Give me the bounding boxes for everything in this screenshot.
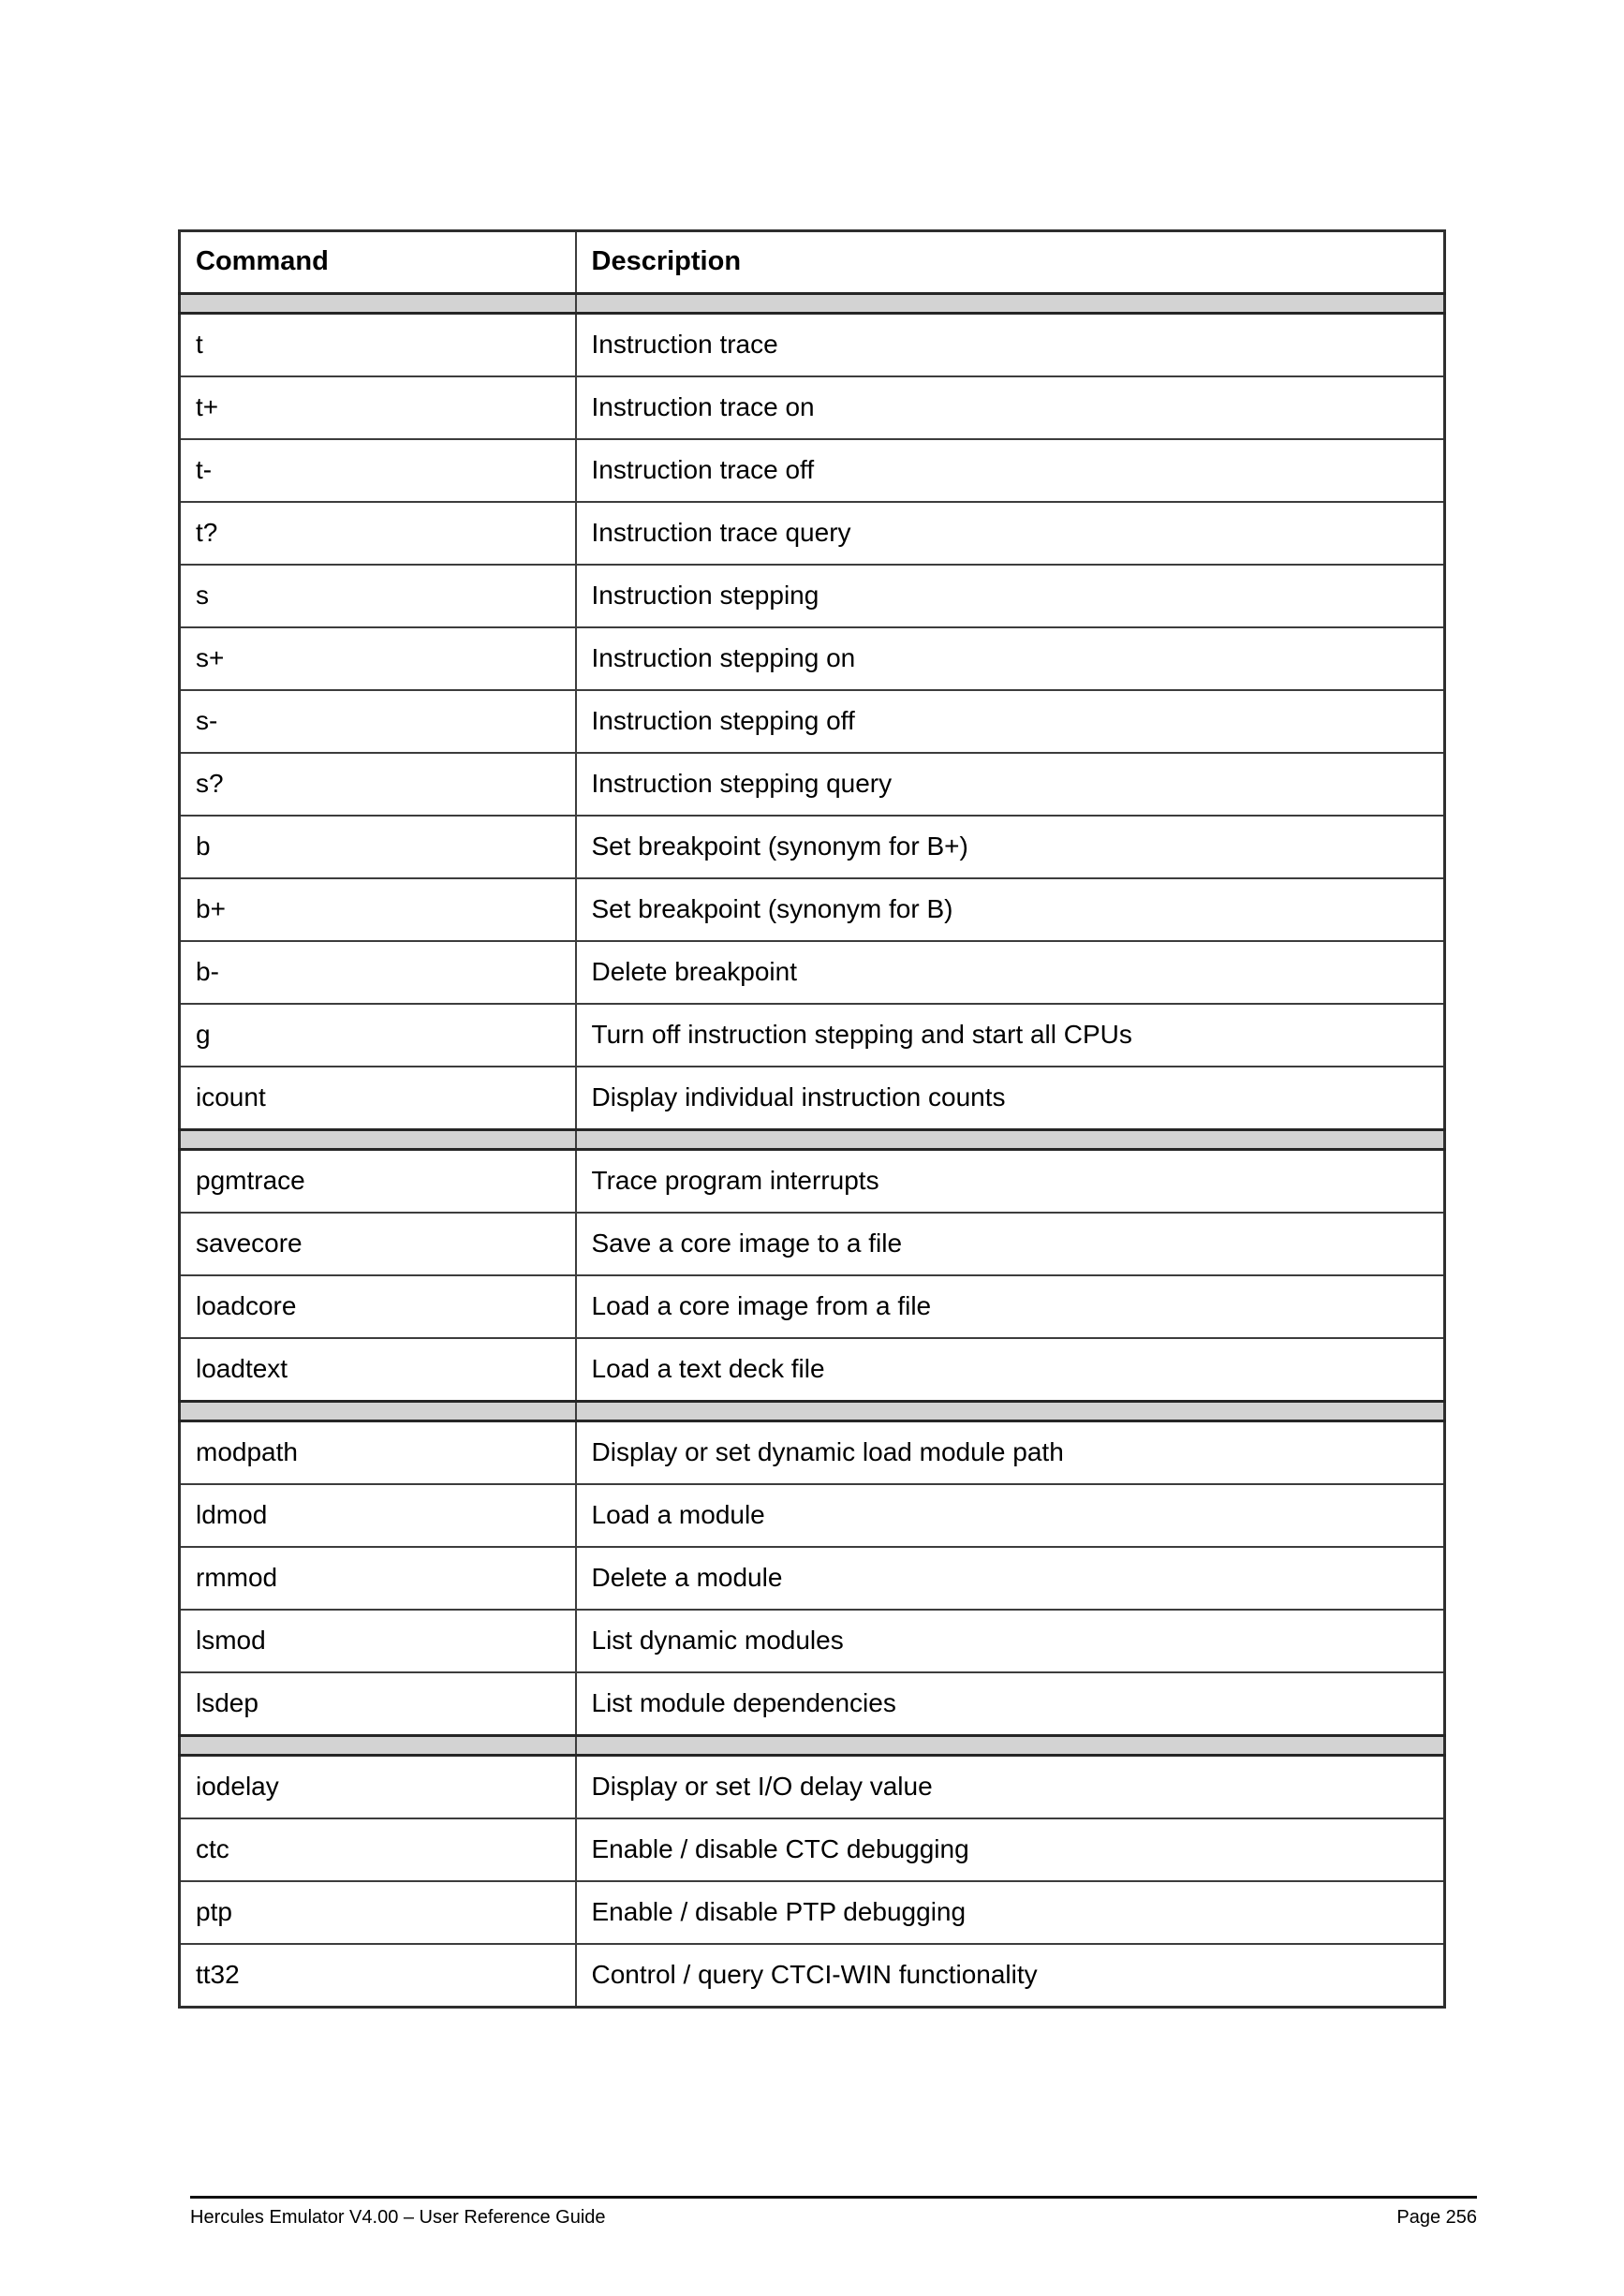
command-cell: t? bbox=[180, 502, 576, 565]
command-cell: tt32 bbox=[180, 1944, 576, 2008]
command-cell: s- bbox=[180, 690, 576, 753]
footer-page-number: Page 256 bbox=[1396, 2207, 1477, 2228]
description-cell: Delete breakpoint bbox=[576, 941, 1445, 1004]
table-row bbox=[180, 878, 1445, 941]
table-row bbox=[180, 1756, 1445, 1819]
description-cell: Delete a module bbox=[576, 1547, 1445, 1610]
description-cell: Enable / disable CTC debugging bbox=[576, 1818, 1445, 1881]
section-separator-row bbox=[180, 1736, 1445, 1756]
table-row bbox=[180, 314, 1445, 377]
table-row bbox=[180, 941, 1445, 1004]
table-row bbox=[180, 816, 1445, 878]
description-cell: Instruction trace query bbox=[576, 502, 1445, 565]
page-footer bbox=[190, 2196, 1477, 2229]
description-cell: Display or set I/O delay value bbox=[576, 1756, 1445, 1819]
description-cell: Instruction trace on bbox=[576, 376, 1445, 439]
section-separator-cell bbox=[576, 1736, 1445, 1756]
description-cell: Save a core image to a file bbox=[576, 1213, 1445, 1275]
table-row bbox=[180, 1067, 1445, 1130]
table-row bbox=[180, 1881, 1445, 1944]
description-cell: Instruction stepping bbox=[576, 565, 1445, 627]
description-cell: Instruction stepping on bbox=[576, 627, 1445, 690]
table-row bbox=[180, 1150, 1445, 1214]
table-row bbox=[180, 565, 1445, 627]
command-cell: iodelay bbox=[180, 1756, 576, 1819]
section-separator-cell bbox=[180, 1402, 576, 1421]
column-header-description: Description bbox=[576, 231, 1445, 294]
description-cell: Instruction stepping off bbox=[576, 690, 1445, 753]
command-cell: b- bbox=[180, 941, 576, 1004]
description-cell: Turn off instruction stepping and start all CPUs bbox=[576, 1004, 1445, 1067]
description-cell: Instruction trace bbox=[576, 314, 1445, 377]
description-cell: Set breakpoint (synonym for B) bbox=[576, 878, 1445, 941]
description-cell: Trace program interrupts bbox=[576, 1150, 1445, 1214]
description-cell: List dynamic modules bbox=[576, 1610, 1445, 1672]
description-cell: Control / query CTCI-WIN functionality bbox=[576, 1944, 1445, 2008]
description-cell: Display individual instruction counts bbox=[576, 1067, 1445, 1130]
command-cell: savecore bbox=[180, 1213, 576, 1275]
table-row bbox=[180, 1672, 1445, 1736]
section-separator-cell bbox=[576, 294, 1445, 314]
table-header-row bbox=[180, 231, 1445, 294]
table-row bbox=[180, 627, 1445, 690]
command-cell: loadcore bbox=[180, 1275, 576, 1338]
command-cell: s+ bbox=[180, 627, 576, 690]
table-row bbox=[180, 1944, 1445, 2008]
command-cell: b+ bbox=[180, 878, 576, 941]
command-reference-table bbox=[178, 229, 1446, 2009]
section-separator-cell bbox=[180, 1130, 576, 1150]
command-cell: t- bbox=[180, 439, 576, 502]
section-separator-row bbox=[180, 294, 1445, 314]
table-row bbox=[180, 753, 1445, 816]
command-cell: lsmod bbox=[180, 1610, 576, 1672]
description-cell: Enable / disable PTP debugging bbox=[576, 1881, 1445, 1944]
command-cell: s? bbox=[180, 753, 576, 816]
description-cell: Load a text deck file bbox=[576, 1338, 1445, 1402]
section-separator-cell bbox=[576, 1130, 1445, 1150]
table-row bbox=[180, 439, 1445, 502]
command-cell: ldmod bbox=[180, 1484, 576, 1547]
command-cell: lsdep bbox=[180, 1672, 576, 1736]
description-cell: Instruction stepping query bbox=[576, 753, 1445, 816]
section-separator-row bbox=[180, 1402, 1445, 1421]
command-cell: loadtext bbox=[180, 1338, 576, 1402]
table-row bbox=[180, 1610, 1445, 1672]
description-cell: Load a core image from a file bbox=[576, 1275, 1445, 1338]
section-separator-cell bbox=[180, 294, 576, 314]
section-separator-cell bbox=[576, 1402, 1445, 1421]
command-cell: t bbox=[180, 314, 576, 377]
table-row bbox=[180, 1818, 1445, 1881]
table-row bbox=[180, 1004, 1445, 1067]
command-cell: b bbox=[180, 816, 576, 878]
table-row bbox=[180, 1547, 1445, 1610]
table-row bbox=[180, 502, 1445, 565]
command-cell: icount bbox=[180, 1067, 576, 1130]
table-row bbox=[180, 1275, 1445, 1338]
table-row bbox=[180, 690, 1445, 753]
table-row bbox=[180, 1213, 1445, 1275]
table-row bbox=[180, 1484, 1445, 1547]
command-cell: pgmtrace bbox=[180, 1150, 576, 1214]
section-separator-row bbox=[180, 1130, 1445, 1150]
command-cell: ptp bbox=[180, 1881, 576, 1944]
description-cell: Load a module bbox=[576, 1484, 1445, 1547]
section-separator-cell bbox=[180, 1736, 576, 1756]
description-cell: Set breakpoint (synonym for B+) bbox=[576, 816, 1445, 878]
command-cell: modpath bbox=[180, 1421, 576, 1485]
description-cell: Display or set dynamic load module path bbox=[576, 1421, 1445, 1485]
command-cell: ctc bbox=[180, 1818, 576, 1881]
column-header-command: Command bbox=[180, 231, 576, 294]
table-row bbox=[180, 1338, 1445, 1402]
table-row bbox=[180, 1421, 1445, 1485]
command-cell: g bbox=[180, 1004, 576, 1067]
command-cell: t+ bbox=[180, 376, 576, 439]
footer-document-title: Hercules Emulator V4.00 – User Reference Guide bbox=[190, 2207, 606, 2228]
description-cell: List module dependencies bbox=[576, 1672, 1445, 1736]
command-cell: s bbox=[180, 565, 576, 627]
command-cell: rmmod bbox=[180, 1547, 576, 1610]
table-row bbox=[180, 376, 1445, 439]
description-cell: Instruction trace off bbox=[576, 439, 1445, 502]
